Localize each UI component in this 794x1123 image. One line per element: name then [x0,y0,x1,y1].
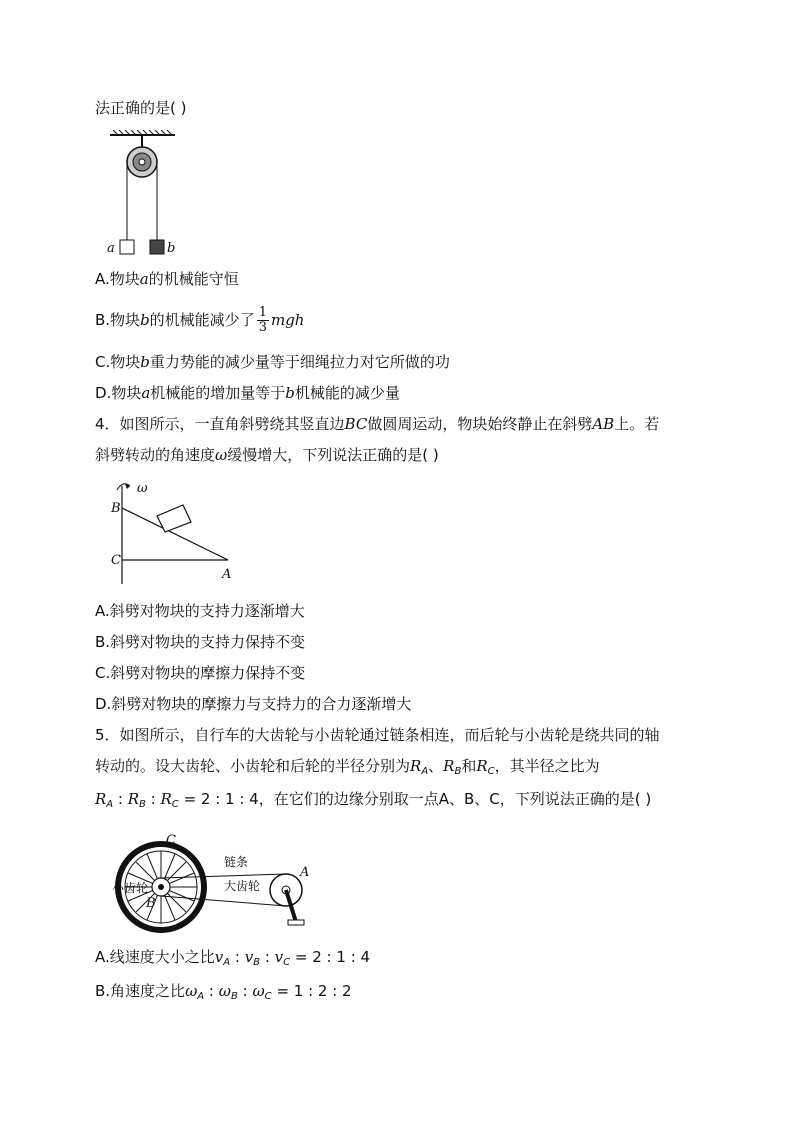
q3-option-b: B.物块b的机械能减少了 $\frac{1}{3}$ mgh [95,305,305,335]
q4-wedge-figure [105,478,245,588]
q5-fig-label-c: C [166,833,176,848]
q4-option-b: B.斜劈对物块的支持力保持不变 [95,633,306,651]
q5-stem-line-1: 5．如图所示，自行车的大齿轮与小齿轮通过链条相连，而后轮与小齿轮是绕共同的轴 [95,726,660,744]
q4-option-c: C.斜劈对物块的摩擦力保持不变 [95,664,306,682]
q5-fig-label-chain: 链条 [224,855,249,869]
q3-option-b-fraction: $\frac{1}{3}$ [258,305,267,335]
q4-fig-label-a: A [222,567,232,582]
q4-option-d: D.斜劈对物块的摩擦力与支持力的合力逐渐增大 [95,695,412,713]
q5-bicycle-figure [108,832,318,937]
q3-stem-end: 法正确的是( ) [95,99,187,117]
q3-fig-label-b: b [167,241,176,256]
q5-stem-line-2: 转动的。设大齿轮、小齿轮和后轮的半径分别为$R_A$、$R_B$和$R_C$，其半径之比为 [95,757,600,777]
q5-radius-ratio-values: = 2 : 1 : 4 [183,790,259,808]
q3-option-a: A.物块a的机械能守恒 [95,270,239,288]
q5-stem-line-3: $R_A$ : $R_B$ : $R_C = 2$ : 1 : 4，在它们的边缘分别取一点A、B、C，下列说法正确的是( ) [95,790,652,810]
q4-stem-line-2: 斜劈转动的角速度ω缓慢增大，下列说法正确的是( ) [95,446,439,464]
q5-fig-label-b: B [146,896,156,911]
q5-fig-label-big-gear: 大齿轮 [224,879,261,893]
q3-option-d: D.物块a机械能的增加量等于b机械能的减少量 [95,384,400,402]
q3-option-c: C.物块b重力势能的减少量等于细绳拉力对它所做的功 [95,353,450,371]
q5-fig-label-small-gear: 小齿轮 [112,881,149,895]
q5-option-b: B.角速度之比$\omega_A$ : $\omega_B$ : $\omega_C = 1$ : 2 : 2 [95,982,352,1002]
q3-fig-label-a: a [107,241,115,256]
q3-pulley-figure [105,130,185,260]
q4-option-a: A.斜劈对物块的支持力逐渐增大 [95,602,305,620]
q5-fig-label-a: A [300,865,310,880]
q4-fig-label-b: B [111,501,121,516]
q5-option-a: A.线速度大小之比$v_A$ : $v_B$ : $v_C = 2$ : 1 : 4 [95,948,371,968]
q4-stem-line-1: 4．如图所示，一直角斜劈绕其竖直边BC做圆周运动，物块始终静止在斜劈AB上。若 [95,415,660,433]
q4-fig-label-c: C [111,553,121,568]
q4-fig-omega: ω [137,481,148,496]
